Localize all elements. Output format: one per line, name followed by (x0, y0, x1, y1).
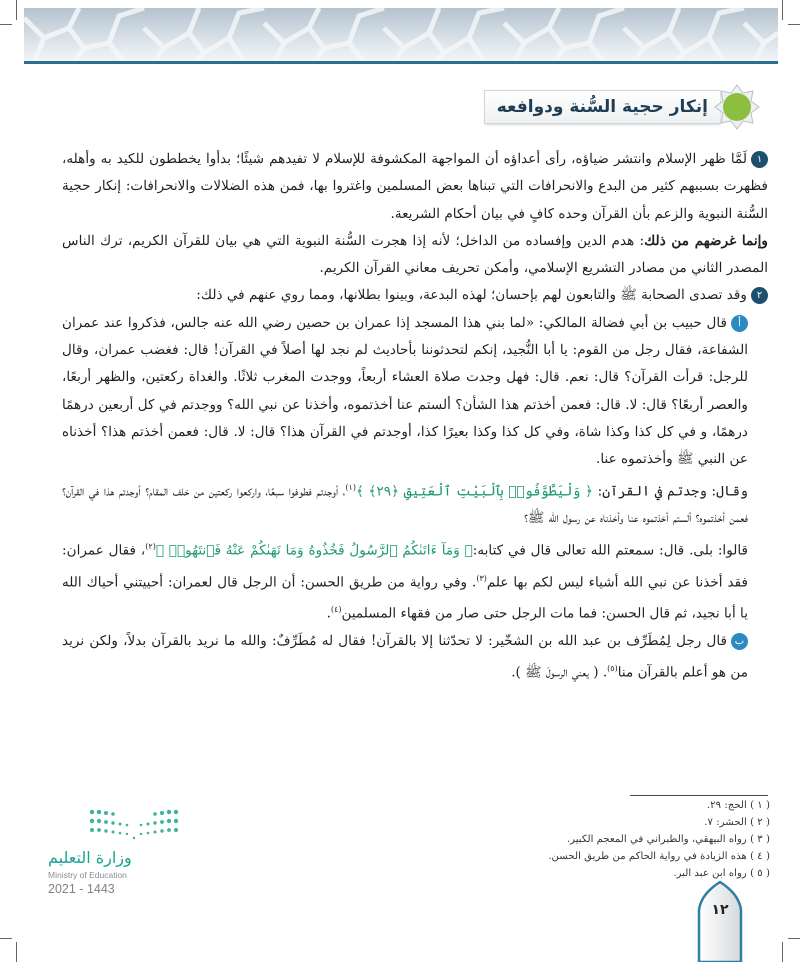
paragraph-1 (62, 146, 768, 228)
paragraph-number-badge: ٢ (751, 287, 768, 304)
paragraph-2 (62, 282, 768, 309)
crop-mark (0, 24, 12, 25)
ministry-dots-logo-icon (88, 808, 180, 842)
narration-text: . وفي رواية من طريق الحسن: أن الرجل قال لعمران: أحييتني أحياك الله يا أبا نجيد، ثم قال الحسن: فما مات الرجل حتى صار من فقهاء المسلمين (62, 574, 748, 622)
subsection-a-narration (62, 310, 748, 474)
narration-text: ، أوجدتم فطوفوا سبعًا، واركعوا ركعتين من خلف المقام؟ أوجدتم هذا في القرآن؟ فعمن أخذتموه؟ ألستم أخذتموه عنا وأخذناه عن رسول الله ﷺ؟ (62, 483, 748, 527)
quran-verse: ﴿ وَلْيَطَّوَّفُوا۟ بِٱلْبَيْتِ ٱلْعَتِيقِ ﴿٢٩﴾ ﴾ (355, 483, 594, 500)
main-content (62, 146, 768, 687)
footnote-ref[interactable]: (١) (345, 482, 356, 492)
crop-mark (788, 24, 800, 25)
header-rule (24, 61, 778, 64)
subsection-a (62, 310, 768, 628)
footnote-item: ( ٤ ) هذه الزيادة في رواية الحاكم من طريق الحسن. (548, 851, 770, 862)
footnote-item: ( ٣ ) رواه البيهقي، والطبراني في المعجم الكبير. (566, 834, 770, 845)
sub-marker-badge: ب (731, 633, 748, 650)
footnote-ref[interactable]: (٢) (145, 541, 156, 551)
narration-text: قالوا: بلى. قال: سمعتم الله تعالى قال في كتابه: (472, 542, 748, 559)
crop-mark (16, 0, 17, 20)
arch-frame-icon (697, 880, 743, 962)
footnote-ref[interactable]: (٤) (330, 605, 342, 615)
footnote-ref[interactable]: (٣) (476, 573, 487, 583)
section-title: إنكار حجية السُّنة ودوافعه (484, 90, 720, 124)
paragraph-text: وقد تصدى الصحابة ﷺ والتابعون لهم بإحسان؛ لهذه البدعة، وبينوا بطلانها، ومما روي عنهم في ذلك: (196, 287, 747, 304)
paragraph-1b (62, 228, 768, 283)
subsection-a-quran-2: قالوا: بلى. قال: سمعتم الله تعالى قال في كتابه:﴿ وَمَآ ءَاتَىٰكُمُ ٱلرَّسُولُ فَخُذُوهُ وَمَا نَهَىٰكُمْ عَنْهُ فَٱنتَهُوا۟ ﴾$^{(٢)}$، فقال عمران: فقد أخذنا عن نبي الله أشياء ليس لكم بها علم$^{(٣)}$. وفي رواية من طريق الحسن: أن الرجل قال لعمران: أحييتني أحياك الله يا أبا نجيد، ثم قال الحسن: فما مات الرجل حتى صار من فقهاء المسلمين$^{(٤)}$. (62, 541, 748, 622)
narration-text: قال رجل لِمُطَرِّف بن عبد الله بن الشخّير: لا تحدّثنا إلا بالقرآن! فقال له مُطَرِّفٌ: والله ما نريد بالقرآن بدلاً، ولكن نريد من هو أعلم بالقرآن منا (62, 633, 748, 681)
footnote-divider (630, 795, 768, 796)
footnotes (420, 797, 770, 882)
octagram-badge-icon (714, 84, 760, 130)
narration-text: وقال: وجدتم في القرآن: (597, 483, 748, 500)
crop-mark (782, 0, 783, 20)
footnote-item: ( ٢ ) الحشر: ٧. (704, 817, 770, 828)
edition-year: 2021 - 1443 (48, 882, 115, 896)
quran-verse: ﴿ وَمَآ ءَاتَىٰكُمُ ٱلرَّسُولُ فَخُذُوهُ وَمَا نَهَىٰكُمْ عَنْهُ فَٱنتَهُوا۟ ﴾ (155, 542, 473, 559)
crop-mark (16, 942, 17, 962)
narration-text: ، فقال عمران: فقد أخذنا عن نبي الله أشياء ليس لكم بها علم (62, 542, 748, 591)
page-number-badge (697, 880, 743, 962)
ministry-name-english: Ministry of Education (48, 870, 127, 880)
sub-marker-badge: أ (731, 315, 748, 332)
islamic-pattern-icon (24, 8, 778, 62)
footnote-item: ( ١ ) الحج: ٢٩. (706, 800, 770, 811)
footnote-item: ( ٥ ) رواه ابن عبد البر. (673, 868, 770, 879)
footnote-ref[interactable]: (٥) (607, 664, 618, 674)
paragraph-text: لَمَّا ظهر الإسلام وانتشر ضياؤه، رأى أعداؤه أن المواجهة المكشوفة للإسلام لا تفيدهم شيئًا؛ بدأوا يخططون للكيد به وأهله، فظهرت بسببهم كثير من البدع والانحرافات التي تبناها بعض المسلمين واغتروا بها، فمن هذه الضلالات والانحرافات: إنكار حجية السُّنة النبوية والزعم بأن القرآن وحده كافٍ في بيان أحكام الشريعة. (62, 151, 768, 222)
narration-text: . ( يعني الرسولَ ﷺ ). (511, 665, 608, 681)
ministry-name-arabic: وزارة التعليم (48, 848, 132, 867)
paragraph-lead: وإنما غرضهم من ذلك (644, 232, 768, 249)
subsection-b (62, 628, 768, 687)
paragraph-number-badge: ١ (751, 151, 768, 168)
header-ornament (24, 8, 778, 62)
narration-text: قال حبيب بن أبي فضالة المالكي: «لما بني هذا المسجد إذا عمران بن حصين رضي الله عنه جالس، فذكروا عند عمران الشفاعة، فقال رجل من القوم: يا أبا النُّجيد، إنكم لتحدثوننا بأحاديث لم نجد لها أصلاً في القرآن! قال: فغضب عمران، وقال للرجل: قرأت القرآن؟ قال: نعم. قال: فهل وجدت صلاة العشاء أربعاً، ووجدت المغرب ثلاثًا. والغداة ركعتين، والظهر أربعًا، والعصر أربعًا؟ قال: لا. قال: فعمن أخذتم هذا الشأن؟ ألستم عنا أخذتموه، وأخذنا عن نبي الله؟ ووجدتم في كل أربعين درهمًا درهمًا، و في كل كذا وكذا شاة، وفي كل كذا وكذا بعيرًا كذا، أوجدتم في القرآن هذا؟ قال: لا. قال: فعمن أخذتم هذا؟ أخذناه عن النبي ﷺ وأخذتموه عنا. (62, 314, 748, 468)
paragraph-text: : هدم الدين وإفساده من الداخل؛ لأنه إذا هجرت السُّنة النبوية التي هي بيان للقرآن الكريم، ترك الناس المصدر الثاني من مصادر التشريع الإسلامي، وأمكن تحريف معاني القرآن الكريم. (62, 232, 768, 277)
subsection-b-narration (62, 628, 748, 687)
crop-mark (0, 938, 12, 939)
crop-mark (788, 938, 800, 939)
page-number: ١٢ (711, 902, 729, 918)
section-title-banner (484, 84, 760, 130)
crop-mark (782, 942, 783, 962)
subsection-a-quran-1 (62, 474, 748, 533)
